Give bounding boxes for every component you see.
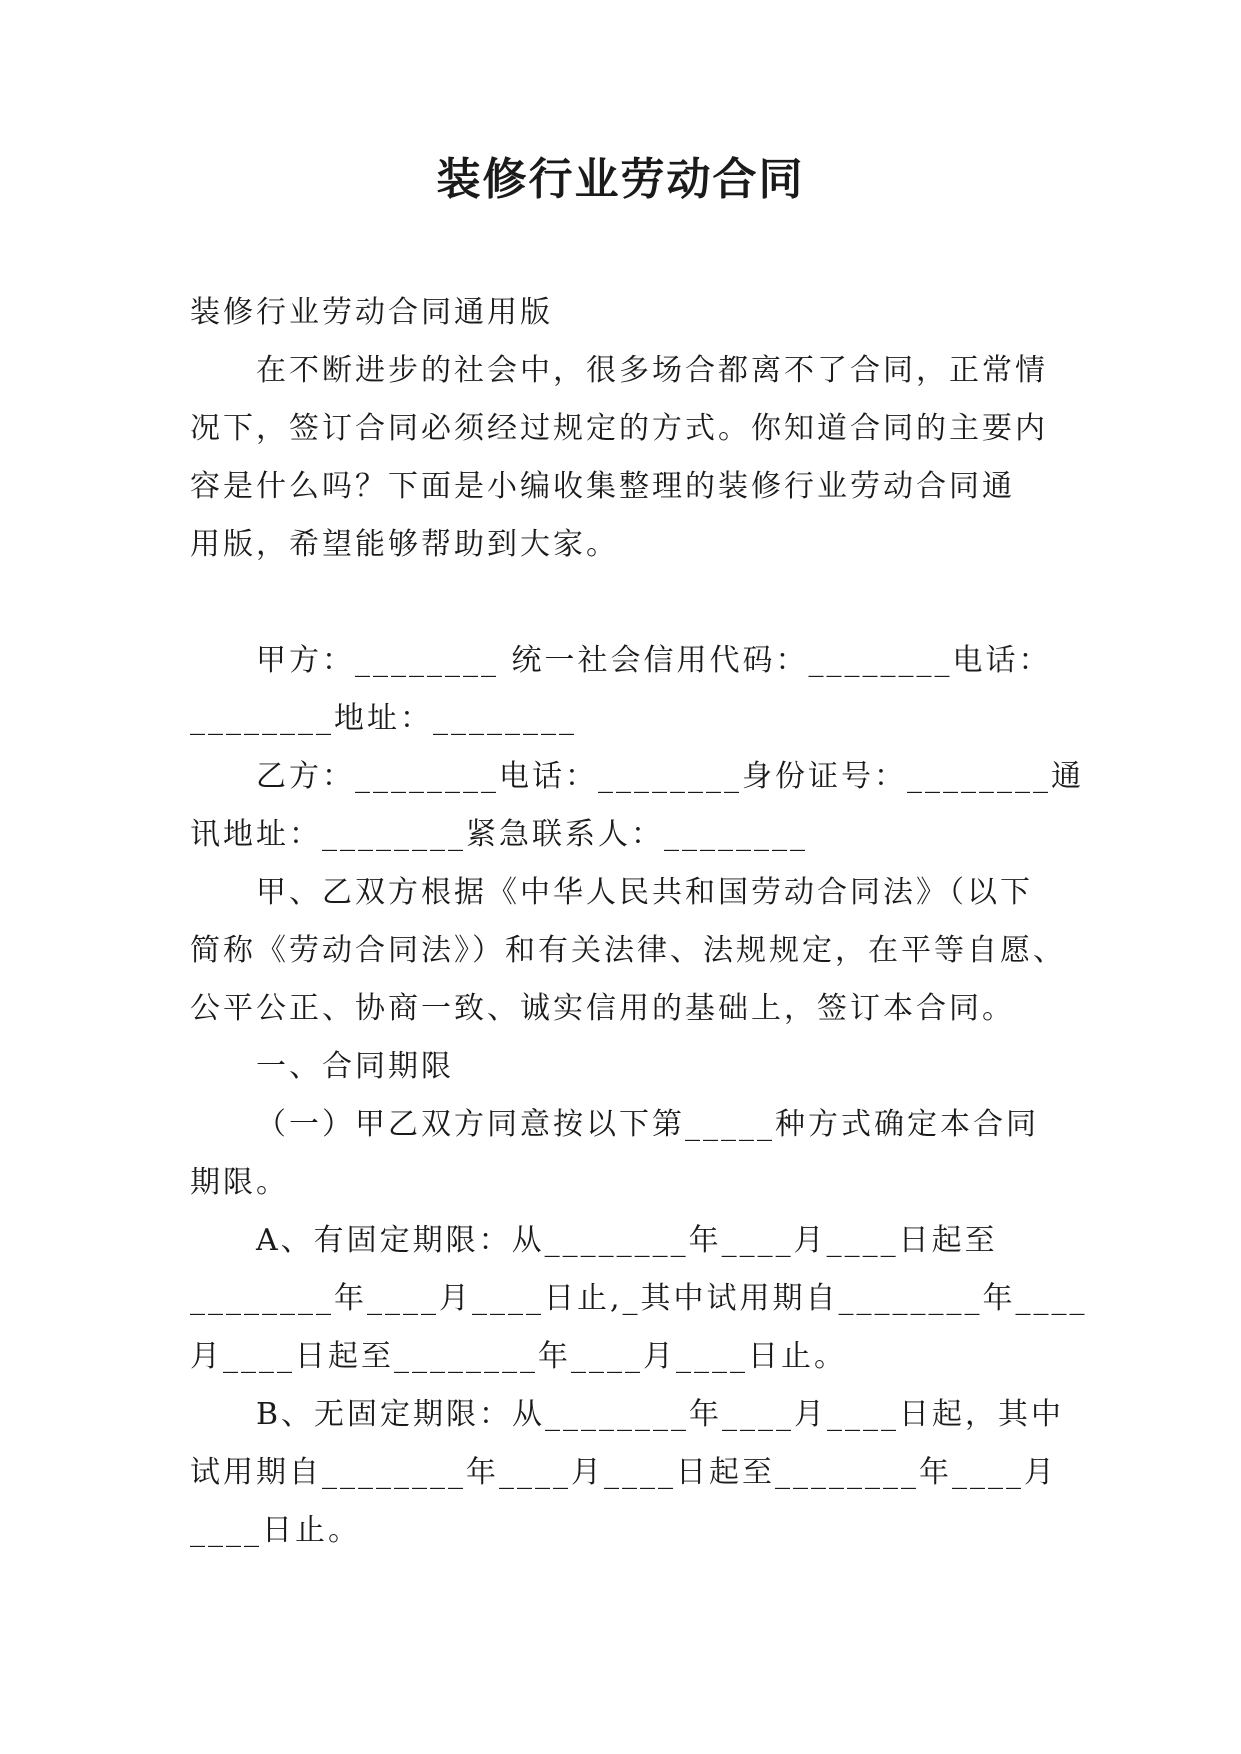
preamble-line: 甲、乙双方根据《中华人民共和国劳动合同法》（以下 [256, 875, 1033, 910]
option-b-line: 试用期自________年____月____日起至________年____月 [190, 1455, 1057, 1490]
intro-paragraph-line: 在不断进步的社会中，很多场合都离不了合同，正常情 [256, 353, 1048, 388]
party-a-line: ________地址：________ [190, 701, 577, 736]
option-b-line: B、无固定期限：从________年____月____日起，其中 [256, 1397, 1065, 1432]
option-b-line: ____日止。 [190, 1513, 361, 1548]
intro-paragraph-line: 容是什么吗？下面是小编收集整理的装修行业劳动合同通 [190, 469, 1015, 504]
option-a-line: ________年____月____日止,_其中试用期自________年____ [190, 1281, 1088, 1316]
paragraph-gap [190, 574, 1052, 632]
party-a-line: 甲方：________ 统一社会信用代码：________电话： [256, 643, 1052, 678]
section-heading: 一、合同期限 [256, 1049, 454, 1084]
option-a-line: A、有固定期限：从________年____月____日起至 [256, 1223, 998, 1258]
clause-line: （一）甲乙双方同意按以下第_____种方式确定本合同 [256, 1107, 1039, 1142]
preamble-line: 简称《劳动合同法》）和有关法律、法规规定，在平等自愿、 [190, 933, 1066, 968]
party-b-line: 讯地址：________紧急联系人：________ [190, 817, 808, 852]
subtitle-line: 装修行业劳动合同通用版 [190, 295, 553, 330]
document-body [190, 284, 1088, 1560]
party-b-line: 乙方：________电话：________身份证号：________通 [256, 759, 1084, 794]
intro-paragraph-line: 用版，希望能够帮助到大家。 [190, 527, 619, 562]
intro-paragraph-line: 况下，签订合同必须经过规定的方式。你知道合同的主要内 [190, 411, 1048, 446]
document-title: 装修行业劳动合同 [436, 154, 805, 205]
clause-line: 期限。 [190, 1165, 289, 1200]
option-a-line: 月____日起至________年____月____日止。 [190, 1339, 847, 1374]
preamble-line: 公平公正、协商一致、诚实信用的基础上，签订本合同。 [190, 991, 1015, 1026]
